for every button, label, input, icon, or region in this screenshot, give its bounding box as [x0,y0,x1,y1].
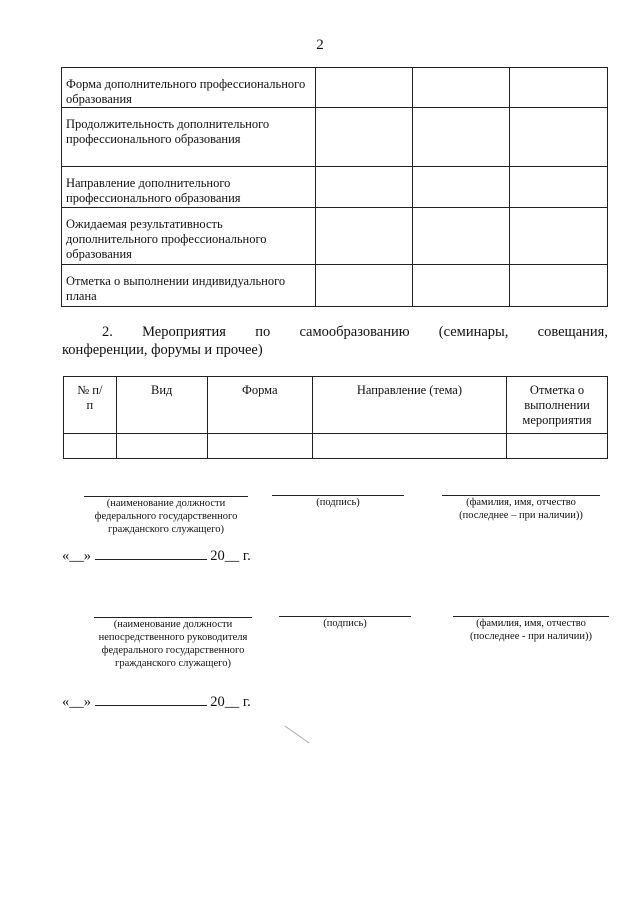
date-line-1: «__» 20__ г. [62,548,251,564]
self-education-table [63,376,608,459]
table-cell [412,265,510,307]
full-name-caption-1: (фамилия, имя, отчество (последнее – при наличии)) [442,495,600,522]
table-cell [315,68,412,108]
table-cell [412,108,510,167]
date-line-2: «__» 20__ г. [62,694,251,710]
table-cell [64,434,117,459]
page-number: 2 [316,37,324,53]
header-completion-mark: Отметка о выполнении мероприятия [507,377,608,434]
section-2-line-1 [62,323,608,341]
development-plan-table [61,67,608,307]
table-header-row [64,377,608,434]
table-cell [510,108,608,167]
table-cell [412,167,510,208]
header-direction: Направление (тема) [312,377,506,434]
position-caption-1: (наименование должности федерального государственного гражданского служащего) [84,496,248,536]
scan-mark [284,725,309,743]
table-cell [510,208,608,265]
section-word: Мероприятия [142,324,226,340]
table-cell [412,208,510,265]
table-cell [315,208,412,265]
table-row [62,167,608,208]
table-cell [510,167,608,208]
header-number: № п/п [64,377,117,434]
table-cell [315,167,412,208]
table-row [62,108,608,167]
header-type: Вид [116,377,207,434]
row-label-duration: Продолжительность дополнительного профессионального образования [62,108,316,167]
row-label-completion-mark: Отметка о выполнении индивидуального плана [62,265,316,307]
section-word: совещания, [537,324,608,340]
row-label-direction: Направление дополнительного профессионального образования [62,167,316,208]
table-row [62,68,608,108]
row-label-form: Форма дополнительного профессионального образования [62,68,316,108]
table-cell [312,434,506,459]
table-cell [315,265,412,307]
table-cell [510,265,608,307]
full-name-caption-2: (фамилия, имя, отчество (последнее - при наличии)) [453,616,609,643]
table-cell [507,434,608,459]
section-number: 2. [102,324,113,340]
signature-caption-2: (подпись) [279,616,411,630]
section-word: самообразованию [299,324,410,340]
table-cell [207,434,312,459]
section-2-line-2: конференции, форумы и прочее) [62,342,263,358]
section-2-heading [62,323,608,359]
table-row [62,265,608,307]
table-row [62,208,608,265]
table-cell [510,68,608,108]
table-row [64,434,608,459]
header-form: Форма [207,377,312,434]
table-cell [116,434,207,459]
table-cell [412,68,510,108]
section-word: по [255,324,271,340]
row-label-expected-result: Ожидаемая результативность дополнительного профессионального образования [62,208,316,265]
signature-caption-1: (подпись) [272,495,404,509]
section-word: (семинары, [438,324,509,340]
position-caption-2: (наименование должности непосредственного руководителя федерального государственного гражданского служащего) [86,617,260,670]
table-cell [315,108,412,167]
